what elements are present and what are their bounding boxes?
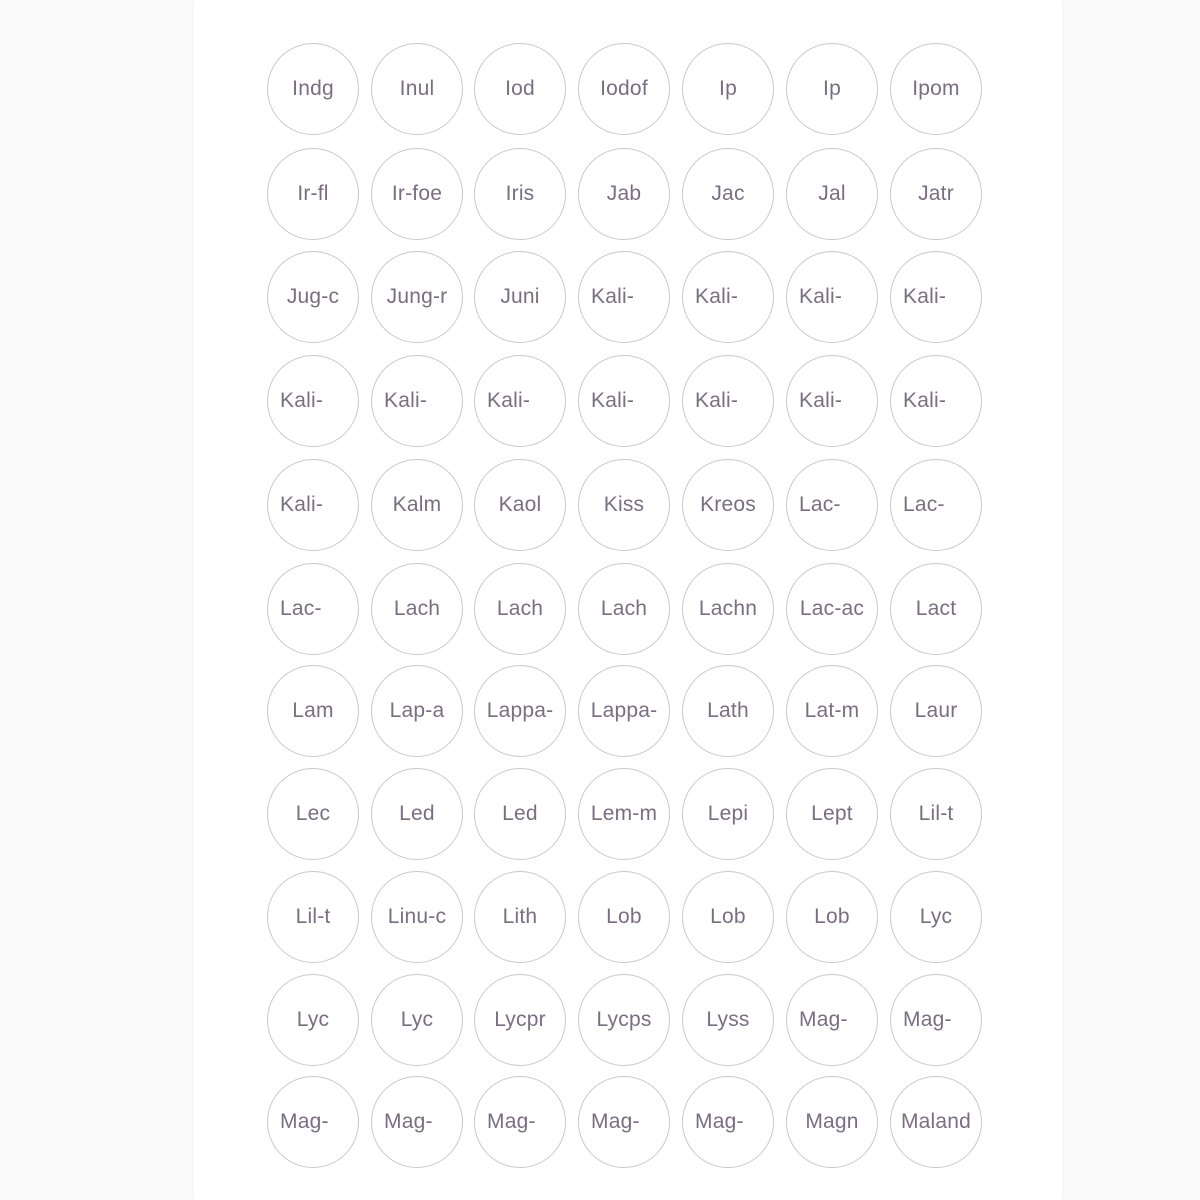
label-circle <box>890 251 982 343</box>
label-text: Mag- <box>591 1110 640 1133</box>
label-text: Lil-t <box>295 905 331 928</box>
label-circle <box>578 43 670 135</box>
label-text: Lac- <box>799 493 841 516</box>
label-circle <box>890 355 982 447</box>
label-grid <box>194 0 1062 1200</box>
label-circle <box>371 251 463 343</box>
label-text: Ir-foe <box>391 182 443 205</box>
label-circle <box>267 974 359 1066</box>
label-text: Lob <box>710 905 746 928</box>
label-sheet <box>194 0 1062 1200</box>
label-text: Iod <box>505 77 535 100</box>
label-circle <box>267 251 359 343</box>
label-circle <box>682 459 774 551</box>
label-text: Lach <box>600 597 648 620</box>
label-text: Linu-c <box>387 905 447 928</box>
label-text: Mag- <box>695 1110 744 1133</box>
label-text: Ir-fl <box>297 182 329 205</box>
label-circle <box>786 665 878 757</box>
label-circle <box>890 768 982 860</box>
label-circle <box>474 871 566 963</box>
label-circle <box>682 251 774 343</box>
label-circle <box>890 563 982 655</box>
label-text: Mag- <box>487 1110 536 1133</box>
label-text: Laur <box>914 699 958 722</box>
label-circle <box>890 459 982 551</box>
label-circle <box>682 355 774 447</box>
label-circle <box>786 563 878 655</box>
label-text: Kali- <box>280 389 324 412</box>
label-circle <box>578 563 670 655</box>
label-circle <box>267 871 359 963</box>
label-text: Lachn <box>698 597 758 620</box>
label-text: Mag- <box>799 1008 848 1031</box>
label-circle <box>786 148 878 240</box>
label-circle <box>474 251 566 343</box>
label-circle <box>890 148 982 240</box>
label-circle <box>786 355 878 447</box>
label-text: Lyc <box>919 905 953 928</box>
label-circle <box>474 1076 566 1168</box>
label-circle <box>890 974 982 1066</box>
label-text: Magn <box>805 1110 859 1133</box>
label-text: Lith <box>502 905 538 928</box>
label-circle <box>682 43 774 135</box>
label-text: Mag- <box>384 1110 433 1133</box>
label-circle <box>267 563 359 655</box>
label-text: Kali- <box>591 389 635 412</box>
label-circle <box>890 665 982 757</box>
label-text: Kreos <box>700 493 756 516</box>
label-text: Lappa- <box>486 699 554 722</box>
label-text: Lach <box>393 597 441 620</box>
label-circle <box>267 1076 359 1168</box>
label-circle <box>474 355 566 447</box>
label-text: Kali- <box>903 389 947 412</box>
label-circle <box>267 459 359 551</box>
label-circle <box>371 974 463 1066</box>
label-text: Lob <box>814 905 850 928</box>
label-text: Lepi <box>707 802 749 825</box>
label-text: Kali- <box>799 285 843 308</box>
label-circle <box>786 974 878 1066</box>
label-text: Lac- <box>903 493 945 516</box>
label-circle <box>786 459 878 551</box>
label-text: Lyc <box>400 1008 434 1031</box>
label-circle <box>474 459 566 551</box>
label-text: Lycpr <box>494 1008 546 1031</box>
label-circle <box>371 459 463 551</box>
label-text: Kali- <box>280 493 324 516</box>
label-circle <box>371 563 463 655</box>
label-text: Lac-ac <box>799 597 865 620</box>
label-text: Lept <box>811 802 853 825</box>
label-text: Lat-m <box>804 699 860 722</box>
label-text: Jac <box>711 182 745 205</box>
label-text: Lyss <box>706 1008 750 1031</box>
label-circle <box>682 871 774 963</box>
label-text: Jatr <box>918 182 954 205</box>
label-circle <box>578 251 670 343</box>
label-text: Lact <box>915 597 957 620</box>
label-circle <box>371 665 463 757</box>
label-text: Lappa- <box>590 699 658 722</box>
label-text: Jung-r <box>386 285 448 308</box>
label-text: Kali- <box>384 389 428 412</box>
label-circle <box>578 148 670 240</box>
label-circle <box>578 355 670 447</box>
label-text: Lac- <box>280 597 322 620</box>
label-circle <box>682 974 774 1066</box>
label-text: Jal <box>818 182 846 205</box>
label-circle <box>786 43 878 135</box>
label-circle <box>786 768 878 860</box>
label-circle <box>682 148 774 240</box>
label-text: Kalm <box>392 493 442 516</box>
label-circle <box>578 768 670 860</box>
label-text: Lach <box>496 597 544 620</box>
label-text: Kali- <box>799 389 843 412</box>
label-text: Kali- <box>903 285 947 308</box>
label-circle <box>267 665 359 757</box>
label-text: Mag- <box>280 1110 329 1133</box>
label-circle <box>371 1076 463 1168</box>
label-text: Lam <box>292 699 334 722</box>
label-text: Lec <box>295 802 331 825</box>
label-circle <box>682 563 774 655</box>
label-text: Iodof <box>600 77 648 100</box>
label-text: Iris <box>505 182 535 205</box>
label-text: Mag- <box>903 1008 952 1031</box>
label-text: Kiss <box>603 493 645 516</box>
label-circle <box>578 974 670 1066</box>
label-text: Lap-a <box>389 699 445 722</box>
label-circle <box>371 768 463 860</box>
label-text: Maland <box>900 1110 972 1133</box>
label-text: Ipom <box>912 77 960 100</box>
label-text: Kali- <box>695 285 739 308</box>
label-text: Kali- <box>591 285 635 308</box>
label-circle <box>578 665 670 757</box>
label-circle <box>474 768 566 860</box>
label-text: Led <box>502 802 538 825</box>
label-circle <box>267 768 359 860</box>
label-text: Lyc <box>296 1008 330 1031</box>
label-text: Indg <box>292 77 334 100</box>
label-text: Ip <box>719 77 737 100</box>
label-circle <box>578 459 670 551</box>
label-circle <box>371 43 463 135</box>
label-text: Lath <box>707 699 749 722</box>
label-text: Inul <box>399 77 435 100</box>
label-circle <box>682 768 774 860</box>
label-text: Jab <box>606 182 642 205</box>
label-circle <box>786 1076 878 1168</box>
label-circle <box>474 665 566 757</box>
label-circle <box>578 1076 670 1168</box>
label-circle <box>267 355 359 447</box>
label-circle <box>890 871 982 963</box>
label-text: Kali- <box>695 389 739 412</box>
label-text: Kali- <box>487 389 531 412</box>
label-circle <box>578 871 670 963</box>
label-circle <box>371 148 463 240</box>
label-text: Lil-t <box>918 802 954 825</box>
label-circle <box>786 871 878 963</box>
label-circle <box>474 974 566 1066</box>
label-text: Ip <box>823 77 841 100</box>
label-circle <box>890 1076 982 1168</box>
label-circle <box>474 148 566 240</box>
label-circle <box>682 1076 774 1168</box>
label-text: Lycps <box>596 1008 652 1031</box>
label-text: Led <box>399 802 435 825</box>
label-text: Juni <box>500 285 540 308</box>
label-circle <box>371 871 463 963</box>
label-circle <box>682 665 774 757</box>
label-circle <box>371 355 463 447</box>
label-circle <box>474 563 566 655</box>
label-text: Kaol <box>498 493 542 516</box>
label-circle <box>267 148 359 240</box>
label-circle <box>890 43 982 135</box>
label-text: Lem-m <box>590 802 658 825</box>
label-text: Jug-c <box>286 285 340 308</box>
label-text: Lob <box>606 905 642 928</box>
label-circle <box>267 43 359 135</box>
label-circle <box>786 251 878 343</box>
label-circle <box>474 43 566 135</box>
